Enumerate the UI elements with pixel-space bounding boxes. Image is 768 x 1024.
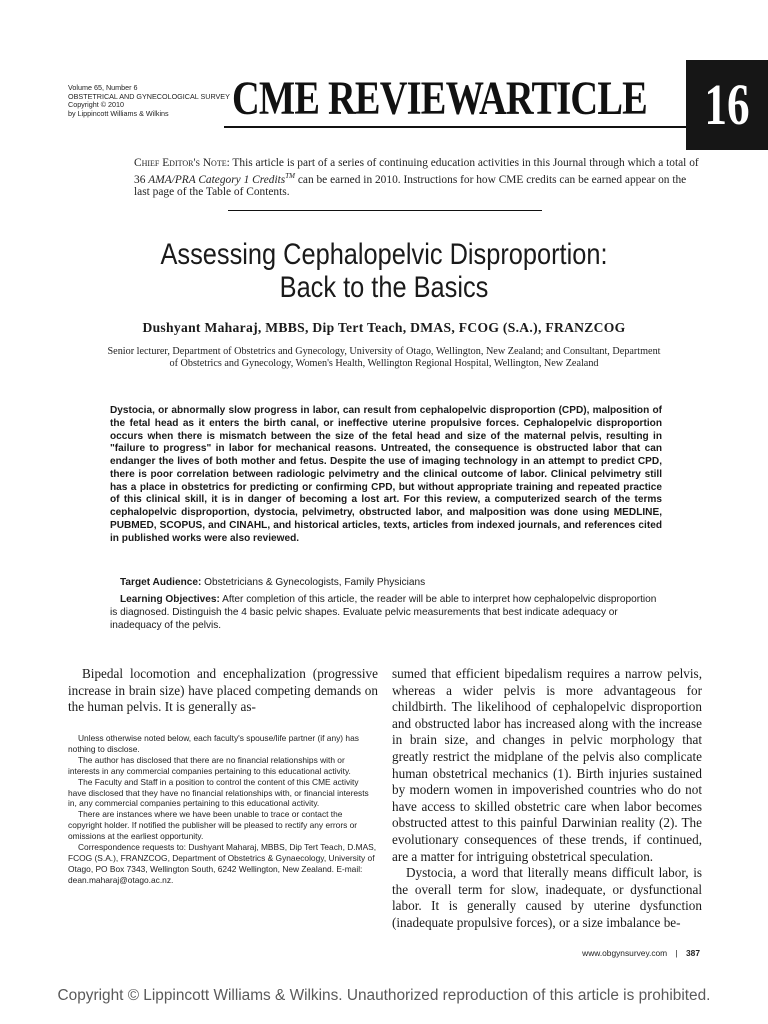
body-column-2-paragraph-1: sumed that efficient bipedalism requires a narrow pelvis, whereas a wider pelvis is more advantageous for childbirth. The likelihood of cephalopelvic disproportion and obstructed labor has increased along with the increase in brain size, and changes in pelvic morphology that greatly restrict the midplane of the pelvis also complicate human obstetrical mechanics (1). Birth injuries sustained by modern women in impoverished countries who do not have access to skilled obstetric care when labor becomes obstructed attest to this painful Darwinian reality (2). The evolutionary consequences of these trends, if continued, are a matter for intriguing obstetrical speculation.: [392, 666, 702, 864]
article-title-line-2: Back to the Basics: [279, 271, 489, 304]
footer-separator: |: [675, 948, 678, 958]
article-title: [60, 238, 708, 304]
trademark: TM: [285, 171, 295, 180]
body-column-2: [392, 666, 702, 932]
learning-objectives-label: Learning Objectives:: [120, 594, 220, 605]
learning-objectives: [110, 593, 662, 633]
credits-text: AMA/PRA Category 1 Credits: [148, 173, 286, 186]
footnote-faculty-disclosure: The Faculty and Staff in a position to control the content of this CME activity have disclosed that they have no financial relationships with, or financial interests in, any commercial companies pertaining to this educational activity.: [68, 776, 369, 809]
publisher-line: by Lippincott Williams & Wilkins: [68, 108, 169, 118]
editor-note-text-2: can be earned in 2010. Instructions for how CME credits can be earned appear on the last page of the Table of Contents.: [134, 173, 687, 199]
target-audience-text: Obstetricians & Gynecologists, Family Physicians: [201, 577, 426, 588]
separator-rule: [228, 210, 542, 211]
abstract: Dystocia, or abnormally slow progress in labor, can result from cephalopelvic disproportion (CPD), malposition of the fetal head as it enters the birth canal, or ineffective uterine propulsive forces. Cephalopelvic disproportion occurs when there is mismatch between the size of the fetal head and size of the maternal pelvis, resulting in "failure to progress" in labor for mechanical reasons. Untreated, the consequence is obstructed labor that can endanger the lives of both mother and fetus. Despite the use of imaging technology in an attempt to predict CPD, there is poor correlation between radiologic pelvimetry and the clinical outcome of labor. Clinical pelvimetry still has a place in obstetrics for predicting or confirming CPD, but without appropriate training and repeated practice of this clinical skill, it is in danger of becoming a lost art. For this review, a computerized search of the terms cephalopelvic disproportion, dystocia, pelvimetry, obstructed labor, and malposition was done using MEDLINE, PUBMED, SCOPUS, and CINAHL, and historical articles, texts, articles from indexed journals, and references cited in published works were also reviewed.: [110, 405, 662, 544]
disclosure-footnotes: [68, 733, 378, 886]
page-footer: [300, 948, 700, 958]
target-audience-label: Target Audience:: [120, 577, 202, 588]
footnote-copyright-holder: There are instances where we have been unable to trace or contact the copyright holder. If notified the publisher will be pleased to rectify any errors or omissions at the earliest opportunity.: [68, 809, 358, 842]
chief-editor-note: [134, 157, 700, 199]
footnote-correspondence: Correspondence requests to: Dushyant Maharaj, MBBS, Dip Tert Teach, D.MAS, FCOG (S.A.), FRANZCOG, Department of Obstetrics & Gynaecology, University of Otago, PO Box 7343, Wellington South, 6242 Wellington, New Zealand. E-mail: dean.maharaj@otago.ac.nz.: [68, 842, 377, 885]
journal-name: OBSTETRICAL AND GYNECOLOGICAL SURVEY: [68, 91, 230, 101]
editor-note-label: Chief Editor's Note:: [134, 157, 230, 169]
editor-note-text-1: This article is part of a series of continuing education activities in this Journal through which a total of 36: [134, 157, 699, 186]
body-column-1-paragraph: Bipedal locomotion and encephalization (progressive increase in brain size) have placed competing demands on the human pelvis. It is generally as-: [68, 666, 378, 715]
footnote-author-disclosure: The author has disclosed that there are no financial relationships with or interests in any commercial companies pertaining to this educational activity.: [68, 754, 351, 776]
badge-number: 16: [704, 72, 750, 137]
copyright-notice: Copyright © Lippincott Williams & Wilkins. Unauthorized reproduction of this article is prohibited.: [57, 987, 711, 1004]
author-affiliation: Senior lecturer, Department of Obstetrics and Gynecology, University of Otago, Wellington, New Zealand; and Consultant, Department of Obstetrics and Gynecology, Women's Health, Wellington Regional Hospital, Wellington, New Zealand: [107, 346, 661, 370]
author-byline: Dushyant Maharaj, MBBS, Dip Tert Teach, DMAS, FCOG (S.A.), FRANZCOG: [142, 320, 626, 335]
heading-rule: [224, 126, 686, 128]
body-column-2-paragraph-2: Dystocia, a word that literally means difficult labor, is the overall term for slow, inadequate, or dysfunctional labor. It is generally caused by uterine dysfunction (inadequate propulsive forces), or a size imbalance be-: [392, 865, 702, 930]
article-title-line-1: Assessing Cephalopelvic Disproportion:: [160, 238, 608, 271]
copyright-year: Copyright © 2010: [68, 100, 125, 110]
journal-url[interactable]: www.obgynsurvey.com: [582, 948, 668, 958]
target-audience: [120, 577, 660, 590]
page-number: 387: [686, 948, 700, 958]
learning-objectives-text: After completion of this article, the reader will be able to interpret how cephalopelvic disproportion is diagnosed. Distinguish the 4 basic pelvic shapes. Evaluate pelvic measurements that best indicate adequacy or inadequacy of the pelvis.: [110, 594, 657, 632]
cme-number-badge: [686, 60, 768, 150]
volume-line: Volume 65, Number 6: [68, 83, 138, 92]
cme-review-article-heading: CME REVIEWARTICLE: [232, 72, 647, 125]
journal-meta: [68, 84, 230, 118]
footnote-partner-disclosure: Unless otherwise noted below, each faculty's spouse/life partner (if any) has nothing to disclose.: [68, 733, 359, 754]
